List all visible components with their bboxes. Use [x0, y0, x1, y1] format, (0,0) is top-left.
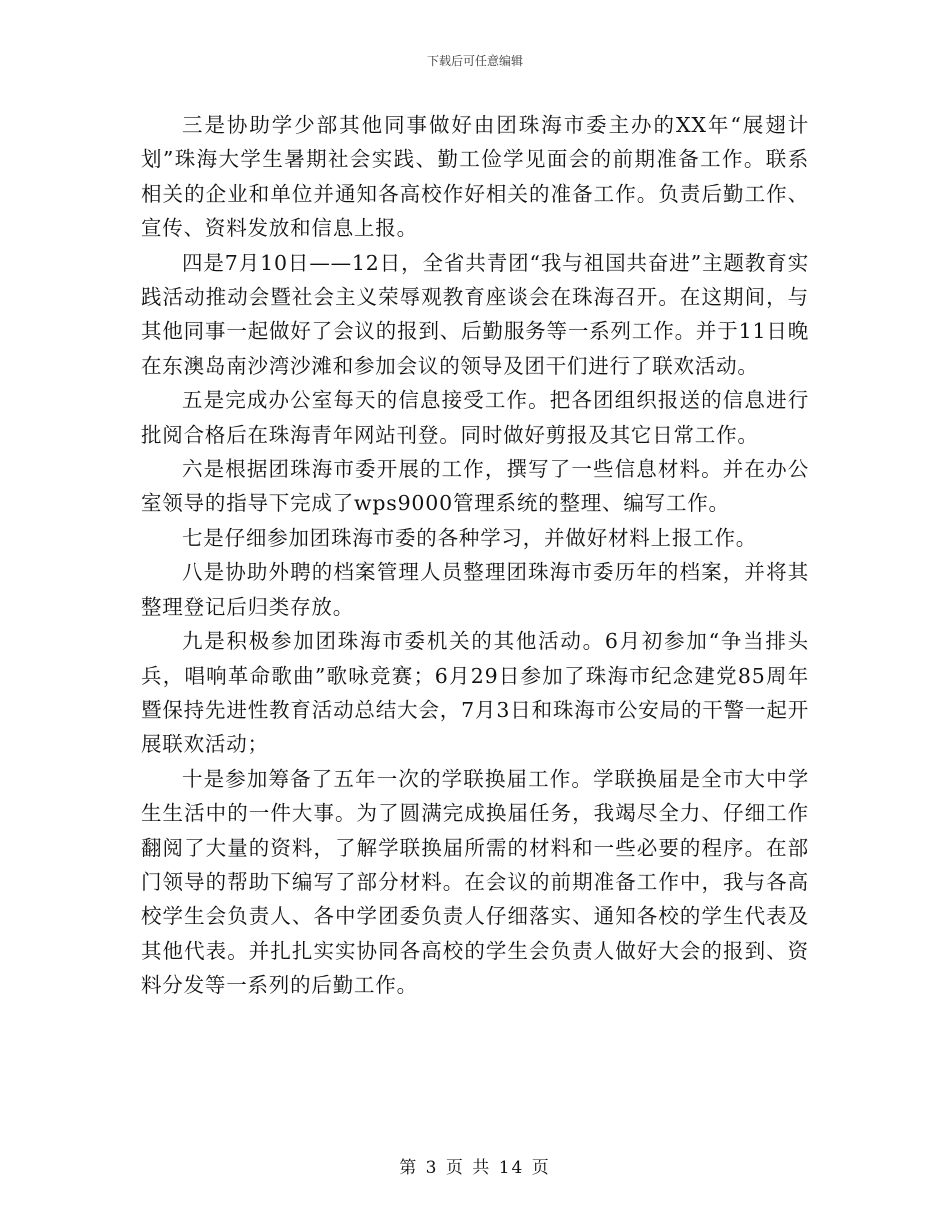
- paragraph-5: 五是完成办公室每天的信息接受工作。把各团组织报送的信息进行批阅合格后在珠海青年网站刊登。同时做好剪报及其它日常工作。: [141, 388, 809, 447]
- paragraph-6: 六是根据团珠海市委开展的工作，撰写了一些信息材料。并在办公室领导的指导下完成了wps9000管理系统的整理、编写工作。: [141, 457, 809, 516]
- paragraph-4: 四是7月10日——12日，全省共青团“我与祖国共奋进”主题教育实践活动推动会暨社会主义荣辱观教育座谈会在珠海召开。在这期间，与其他同事一起做好了会议的报到、后勤服务等一系列工作。并于11日晚在东澳岛南沙湾沙滩和参加会议的领导及团干们进行了联欢活动。: [141, 250, 809, 378]
- page-header: 下载后可任意编辑: [426, 54, 523, 68]
- page-number-footer: 第 3 页 共 14 页: [399, 1158, 551, 1178]
- paragraph-10: 十是参加筹备了五年一次的学联换届工作。学联换届是全市大中学生生活中的一件大事。为了圆满完成换届任务，我竭尽全力、仔细工作翻阅了大量的资料，了解学联换届所需的材料和一些必要的程序。在部门领导的帮助下编写了部分材料。在会议的前期准备工作中，我与各高校学生会负责人、各中学团委负责人仔细落实、通知各校的学生代表及其他代表。并扎扎实实协同各高校的学生会负责人做好大会的报到、资料分发等一系列的后勤工作。: [141, 766, 809, 998]
- document-body: [141, 108, 809, 1003]
- paragraph-9: 九是积极参加团珠海市委机关的其他活动。6月初参加“争当排头兵，唱响革命歌曲”歌咏竞赛；6月29日参加了珠海市纪念建党85周年暨保持先进性教育活动总结大会，7月3日和珠海市公安局的干警一起开展联欢活动；: [141, 629, 809, 757]
- paragraph-3: 三是协助学少部其他同事做好由团珠海市委主办的XX年“展翅计划”珠海大学生暑期社会实践、勤工俭学见面会的前期准备工作。联系相关的企业和单位并通知各高校作好相关的准备工作。负责后勤工作、宣传、资料发放和信息上报。: [141, 113, 809, 241]
- paragraph-7: 七是仔细参加团珠海市委的各种学习，并做好材料上报工作。: [182, 525, 758, 550]
- paragraph-8: 八是协助外聘的档案管理人员整理团珠海市委历年的档案，并将其整理登记后归类存放。: [141, 560, 809, 619]
